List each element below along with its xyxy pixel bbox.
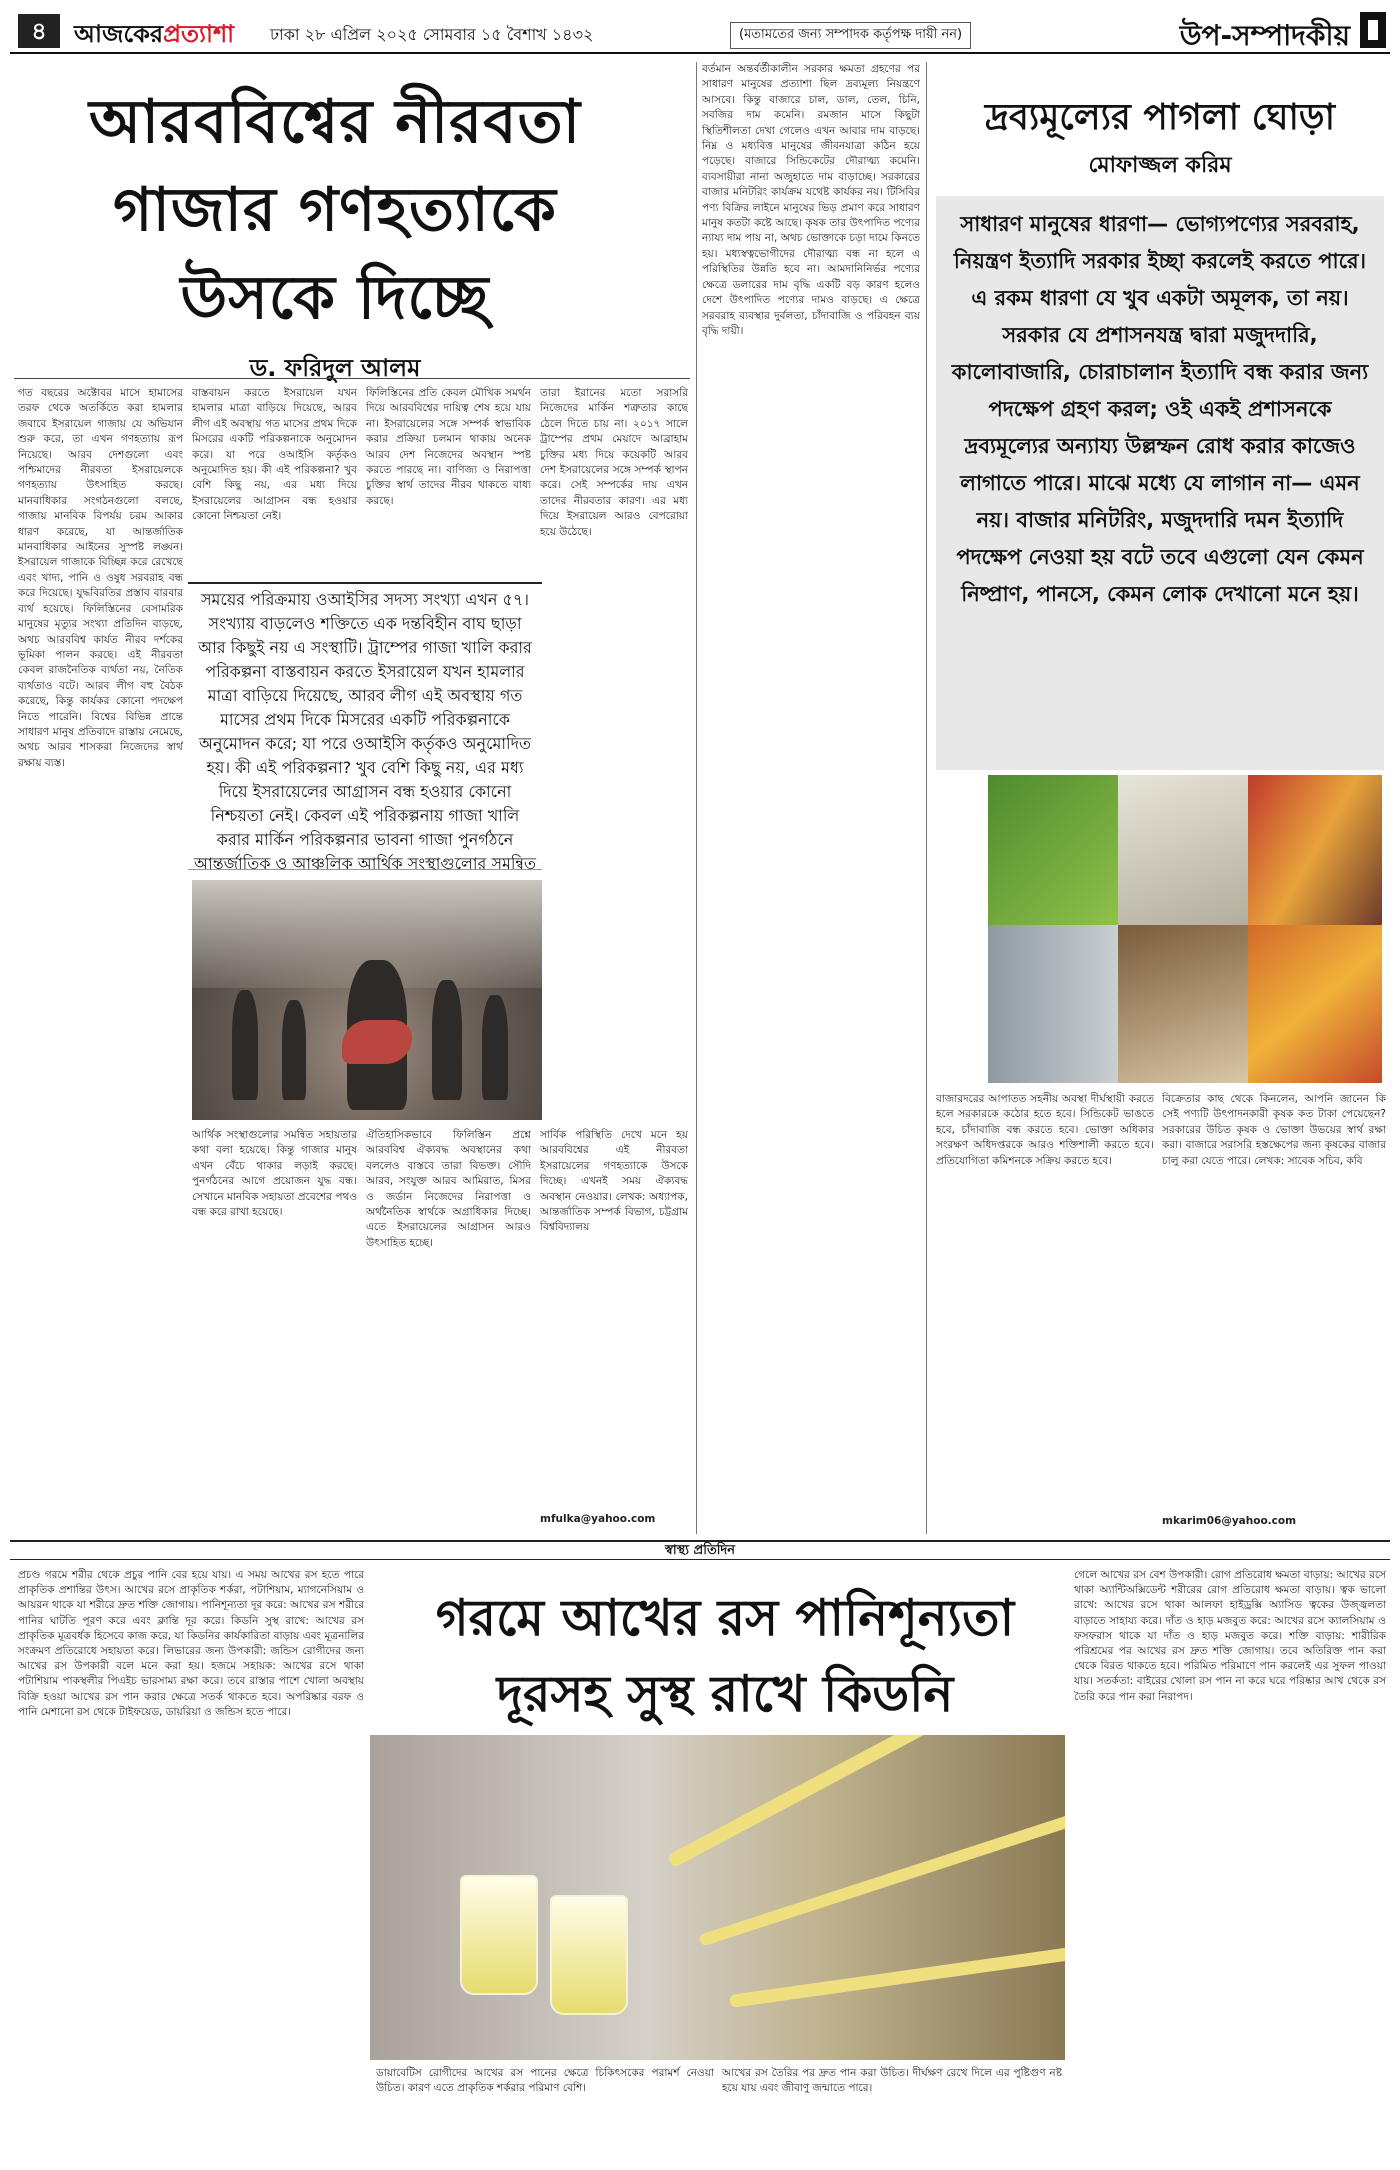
photo-lentils: [1248, 925, 1382, 1083]
disclaimer: (মতামতের জন্য সম্পাদক কর্তৃপক্ষ দায়ী নন): [730, 22, 971, 49]
health-column: প্রচণ্ড গরমে শরীর থেকে প্রচুর পানি বের হয়ে যায়। এ সময় আখের রস হতে পারে প্রাকৃতিক প্রশান্তির উৎস। আখের রসে প্রাকৃতিক শর্করা, পটাশিয়াম, ম্যাগনেসিয়াম ও আয়রন থাকে যা শরীরে দ্রুত শক্তি জোগায়। পানিশূন্যতা দূর করে: আখের রস শরীরে পানির ঘাটতি পূরণ করে এবং ক্লান্তি দূর করে। কিডনি সুস্থ রাখে: আখের রস প্রাকৃতিক মূত্রবর্ধক হিসেবে কাজ করে, যা কিডনির কার্যকারিতা বাড়ায় এবং মূত্রনালির সংক্রমণ প্রতিরোধে সহায়তা করে। লিভারের জন্য উপকারী: জন্ডিস রোগীদের জন্য আখের রস উপকারী বলে মনে করা হয়। হজমে সহায়ক: আখের রসে থাকা পটাশিয়াম পাকস্থলীর পিএইচ ভারসাম্য রক্ষা করে। তবে রাস্তার পাশে খোলা অবস্থায় বিক্রি হওয়া আখের রস পান করার ক্ষেত্রে সতর্ক থাকতে হবে। অপরিষ্কার বরফ ও পানি মেশানো রস থেকে টাইফয়েড, ডায়রিয়া ও জন্ডিস হতে পারে।: [18, 1569, 364, 1718]
paper-name-prefix: আজকের: [74, 20, 164, 48]
article1-column: আর্থিক সংস্থাগুলোর সমন্বিত সহায়তার কথা বলা হয়েছে। কিন্তু গাজার মানুষ এখন বেঁচে থাকার লড়াই করছে। পুনর্গঠনের আগে প্রয়োজন যুদ্ধ বন্ধ। সেখানে মানবিক সহায়তা প্রবেশের পথও বন্ধ করে রাখা হয়েছে।: [192, 1129, 357, 1219]
page-number: ৪: [18, 14, 60, 48]
article1-headline-line: উসকে দিচ্ছে: [180, 263, 490, 333]
divider: [14, 378, 690, 379]
article1-column: ফিলিস্তিনের প্রতি কেবল মৌখিক সমর্থন দিয়ে আরববিশ্বের দায়িত্ব শেষ হয়ে যায় না। ইসরায়েলের সঙ্গে সম্পর্ক স্বাভাবিক করার প্রক্রিয়া চলমান থাকায় অনেক আরব দেশ নিজেদের অবস্থান স্পষ্ট করতে পারছে না। বাণিজ্য ও নিরাপত্তা চুক্তির স্বার্থ তাদের নীরব থাকতে বাধ্য করছে।: [366, 387, 531, 507]
health-column: ডায়াবেটিস রোগীদের আখের রস পানের ক্ষেত্রে চিকিৎসকের পরামর্শ নেওয়া উচিত। কারণ এতে প্রাকৃতিক শর্করার পরিমাণ বেশি।: [376, 2067, 714, 2095]
photo-person: [482, 995, 508, 1100]
photo-fish: [988, 925, 1118, 1083]
paper-name: [74, 16, 234, 56]
article2-headline: দ্রব্যমূল্যের পাগলা ঘোড়া: [984, 96, 1336, 138]
photo-person: [282, 1000, 306, 1100]
article1-column: সার্বিক পরিস্থিতি দেখে মনে হয় আরববিশ্বের এই নীরবতা ইসরায়েলের গণহত্যাকে উসকে দিচ্ছে। এখনই সময় ঐক্যবদ্ধ অবস্থান নেওয়ার। লেখক: অধ্যাপক, আন্তর্জাতিক সম্পর্ক বিভাগ, চট্টগ্রাম বিশ্ববিদ্যালয়: [540, 1129, 688, 1234]
column-divider: [696, 62, 697, 1534]
article1-column: ঐতিহাসিকভাবে ফিলিস্তিন প্রশ্নে আরববিশ্ব ঐক্যবদ্ধ অবস্থানের কথা বললেও বাস্তবে তারা বিভক্ত। সৌদি আরব, সংযুক্ত আরব আমিরাত, মিসর ও জর্ডান নিজেদের নিরাপত্তা ও অর্থনৈতিক স্বার্থকে অগ্রাধিকার দিচ্ছে। এতে ইসরায়েলের আগ্রাসন আরও উৎসাহিত হচ্ছে।: [366, 1129, 531, 1249]
paper-name-accent: প্রত্যাশা: [163, 20, 235, 48]
sugarcane-juice-photo: [370, 1735, 1065, 2060]
article2-column: বাজারদরের আপাতত সহনীয় অবস্থা দীর্ঘস্থায়ী করতে হলে সরকারকে কঠোর হতে হবে। সিন্ডিকেট ভাঙতে হবে, চাঁদাবাজি বন্ধ করতে হবে। ভোক্তা অধিকার সংরক্ষণ অধিদপ্তরকে আরও শক্তিশালী করতে হবে। প্রতিযোগিতা কমিশনকে সক্রিয় করতে হবে।: [936, 1093, 1154, 1167]
health-headline-line: গরমে আখের রস পানিশূন্যতা: [435, 1588, 1015, 1647]
photo-juice-glass: [550, 1895, 628, 2015]
market-photo: [988, 775, 1382, 1083]
photo-grains: [1118, 925, 1248, 1083]
section-mark-icon: [1360, 12, 1386, 48]
column-divider: [926, 62, 927, 1534]
photo-sugarcane: [729, 1942, 1065, 2008]
article1-column: বাস্তবায়ন করতে ইসরায়েল যখন হামলার মাত্রা বাড়িয়ে দিয়েছে, আরব লীগ এই অবস্থায় গত মাসের প্রথম দিকে মিসরের একটি পরিকল্পনাকে অনুমোদন করে। যা পরে ওআইসি কর্তৃকও অনুমোদিত হয়। কী এই পরিকল্পনা? খুব বেশি কিছু নয়, এর মধ্য দিয়ে ইসরায়েলের আগ্রাসন বন্ধ হওয়ার কোনো নিশ্চয়তা নেই।: [192, 387, 357, 523]
article2-column: বিক্রেতার কাছ থেকে কিনলেন, আপনি জানেন কি সেই পণ্যটি উৎপাদনকারী কৃষক কত টাকা পেয়েছেন? সরকারের উচিত কৃষক ও ভোক্তা উভয়ের স্বার্থ রক্ষা করা। বাজারে সরাসরি হস্তক্ষেপের জন্য কৃষকের বাজার চালু করা যেতে পারে। লেখক: সাবেক সচিব, কবি: [1162, 1093, 1386, 1167]
gaza-photo: [192, 880, 542, 1120]
photo-sugarcane: [698, 1812, 1065, 1947]
article1-headline-line: গাজার গণহত্যাকে: [113, 175, 557, 245]
photo-vegetables: [988, 775, 1118, 925]
article2-email: mkarim06@yahoo.com: [1162, 1515, 1297, 1527]
health-column: গেলে আখের রস বেশ উপকারী। রোগ প্রতিরোধ ক্ষমতা বাড়ায়: আখের রসে থাকা অ্যান্টিঅক্সিডেন্ট শরীরের রোগ প্রতিরোধ ক্ষমতা বাড়ায়। ত্বক ভালো রাখে: আখের রসে থাকা আলফা হাইড্রক্সি অ্যাসিড ত্বকের উজ্জ্বলতা বাড়াতে সাহায্য করে। দাঁত ও হাড় মজবুত করে: আখের রসে ক্যালসিয়াম ও ফসফরাস থাকে যা দাঁত ও হাড় মজবুত করে। শক্তি বাড়ায়: শারীরিক পরিশ্রমের পর আখের রস দ্রুত শক্তি জোগায়। তবে অতিরিক্ত পান করা থেকে বিরত থাকতে হবে। পরিমিত পরিমাণে পান করলেই এর সুফল পাওয়া যায়। সতর্কতা: বাইরের খোলা রস পান না করে ঘরে পরিষ্কার আখ থেকে রস তৈরি করে পান করা নিরাপদ।: [1074, 1569, 1386, 1703]
article2-quote: সাধারণ মানুষের ধারণা— ভোগ্যপণ্যের সরবরাহ, নিয়ন্ত্রণ ইত্যাদি সরকার ইচ্ছা করলেই করতে পারে। এ রকম ধারণা যে খুব একটা অমূলক, তা নয়। সরকার যে প্রশাসনযন্ত্র দ্বারা মজুদদারি, কালোবাজারি, চোরাচালান ইত্যাদি বন্ধ করার জন্য পদক্ষেপ গ্রহণ করল; ওই একই প্রশাসনকে দ্রব্যমূল্যের অন্যায্য উল্লম্ফন রোধ করার কাজেও লাগাতে পারে। মাঝে মধ্যে যে লাগান না— এমন নয়। বাজার মনিটরিং, মজুদদারি দমন ইত্যাদি পদক্ষেপ নেওয়া হয় বটে তবে এগুলো যেন কেমন নিষ্প্রাণ, পানসে, কেমন লোক দেখানো মনে হয়।: [936, 196, 1384, 770]
article1-pullquote: সময়ের পরিক্রমায় ওআইসির সদস্য সংখ্যা এখন ৫৭। সংখ্যায় বাড়লেও শক্তিতে এক দন্তবিহীন বাঘ ছাড়া আর কিছুই নয় এ সংস্থাটি। ট্রাম্পের গাজা খালি করার পরিকল্পনা বাস্তবায়ন করতে ইসরায়েল যখন হামলার মাত্রা বাড়িয়ে দিয়েছে, আরব লীগ এই অবস্থায় গত মাসের প্রথম দিকে মিসরের একটি পরিকল্পনাকে অনুমোদন করে; যা পরে ওআইসি কর্তৃকও অনুমোদিত হয়। কী এই পরিকল্পনা? খুব বেশি কিছু নয়, এর মধ্য দিয়ে ইসরায়েলের আগ্রাসন বন্ধ হওয়ার কোনো নিশ্চয়তা নেই। কেবল এই পরিকল্পনায় গাজা খালি করার মার্কিন পরিকল্পনার ভাবনা গাজা পুনর্গঠনে আন্তর্জাতিক ও আঞ্চলিক আর্থিক সংস্থাগুলোর সমন্বিত: [188, 582, 542, 870]
health-section-band: স্বাস্থ্য প্রতিদিন: [10, 1540, 1390, 1560]
health-column: আখের রস তৈরির পর দ্রুত পান করা উচিত। দীর্ঘক্ষণ রেখে দিলে এর পুষ্টিগুণ নষ্ট হয়ে যায় এবং জীবাণু জন্মাতে পারে।: [722, 2067, 1062, 2095]
article1-column: তারা ইরানের মতো সরাসরি নিজেদের মার্কিন শত্রুতার কাছে ঠেলে দিতে চায় না। ২০১৭ সালে ট্রাম্পের প্রথম মেয়াদে আব্রাহাম চুক্তির মধ্য দিয়ে কয়েকটি আরব দেশ ইসরায়েলের সঙ্গে সম্পর্ক স্থাপন করে। সেই সম্পর্কের দায় এখন তাদের নীরবতার কারণ। এর মধ্য দিয়ে ইসরায়েল আরও বেপরোয়া হয়ে উঠেছে।: [540, 387, 688, 538]
article2-byline: মোফাজ্জল করিম: [1088, 153, 1232, 178]
photo-shop: [1248, 775, 1382, 925]
photo-juice-glass: [460, 1875, 538, 1995]
article1-byline: ড. ফরিদুল আলম: [249, 354, 421, 382]
masthead: [10, 8, 1390, 54]
article1-email: mfulka@yahoo.com: [540, 1513, 656, 1525]
photo-rice: [1118, 775, 1248, 925]
article1-column: গত বছরের অক্টোবর মাসে হামাসের তরফ থেকে অতর্কিতে করা হামলার জবাবে ইসরায়েল গাজায় যে অভিযান শুরু করে, তা এখন গণহত্যায় রূপ নিয়েছে। আরব দেশগুলো এবং পশ্চিমাদের নীরবতা ইসরায়েলকে গণহত্যায় উৎসাহিত করছে। মানবাধিকার সংগঠনগুলো বলছে, গাজায় মানবিক বিপর্যয় চরম আকার ধারণ করেছে, যা আন্তর্জাতিক মানবাধিকার আইনের সুস্পষ্ট লঙ্ঘন। ইসরায়েল গাজাকে বিচ্ছিন্ন করে রেখেছে এবং খাদ্য, পানি ও ওষুধ সরবরাহ বন্ধ করে দিয়েছে। যুদ্ধবিরতির প্রস্তাব বারবার ব্যর্থ হয়েছে। ফিলিস্তিনের বেসামরিক মানুষের মৃত্যুর সংখ্যা প্রতিদিন বাড়ছে, অথচ আরববিশ্ব কার্যত নীরব দর্শকের ভূমিকা পালন করছে। এই নীরবতা কেবল রাজনৈতিক ব্যর্থতা নয়, নৈতিক ব্যর্থতাও বটে। আরব লীগ বহু বৈঠক করেছে, কিন্তু কার্যকর কোনো পদক্ষেপ নিতে পারেনি। বিশ্বের বিভিন্ন প্রান্তে সাধারণ মানুষ প্রতিবাদে রাস্তায় নেমেছে, অথচ আরব শাসকরা নিজেদের স্বার্থ রক্ষায় ব্যস্ত।: [18, 387, 183, 769]
dateline: ঢাকা ২৮ এপ্রিল ২০২৫ সোমবার ১৫ বৈশাখ ১৪৩২: [270, 25, 594, 44]
photo-person: [232, 990, 258, 1100]
section-title: উপ-সম্পাদকীয়: [1179, 19, 1350, 52]
photo-child: [342, 1020, 412, 1064]
photo-person: [432, 980, 462, 1100]
article1-headline-line: আরববিশ্বের নীরবতা: [89, 87, 581, 157]
article1-headline: [20, 78, 650, 342]
health-headline-line: দূরসহ সুস্থ রাখে কিডনি: [496, 1664, 954, 1723]
health-headline: [380, 1580, 1070, 1732]
article2-column: বর্তমান অন্তর্বর্তীকালীন সরকার ক্ষমতা গ্রহণের পর সাধারণ মানুষের প্রত্যাশা ছিল দ্রব্যমূল্য নিয়ন্ত্রণে আসবে। কিন্তু বাজারে চাল, ডাল, তেল, চিনি, সবজির দাম কমেনি। রমজান মাসে কিছুটা স্থিতিশীলতা দেখা গেলেও এখন আবার দাম বাড়ছে। নিম্ন ও মধ্যবিত্ত মানুষের জীবনযাত্রা কঠিন হয়ে পড়েছে। বাজারে সিন্ডিকেটের দৌরাত্ম্য কমেনি। ব্যবসায়ীরা নানা অজুহাতে দাম বাড়াচ্ছে। সরকারের বাজার মনিটরিং কার্যক্রম যথেষ্ট কার্যকর নয়। টিসিবির পণ্য বিক্রির লাইনে মানুষের ভিড় প্রমাণ করে সাধারণ মানুষ কতটা কষ্টে আছে। কৃষক তার উৎপাদিত পণ্যের ন্যায্য দাম পায় না, অথচ ভোক্তাকে চড়া দামে কিনতে হয়। মধ্যস্বত্বভোগীদের দৌরাত্ম্য বন্ধ না হলে এ পরিস্থিতির উন্নতি হবে না। আমদানিনির্ভর পণ্যের ক্ষেত্রে ডলারের দাম বৃদ্ধি একটি বড় কারণ হলেও দেশে উৎপাদিত পণ্যের দামও বাড়ছে। এ ক্ষেত্রে সরবরাহ ব্যবস্থার দুর্বলতা, চাঁদাবাজি ও পরিবহন ব্যয় বৃদ্ধি দায়ী।: [702, 63, 920, 337]
